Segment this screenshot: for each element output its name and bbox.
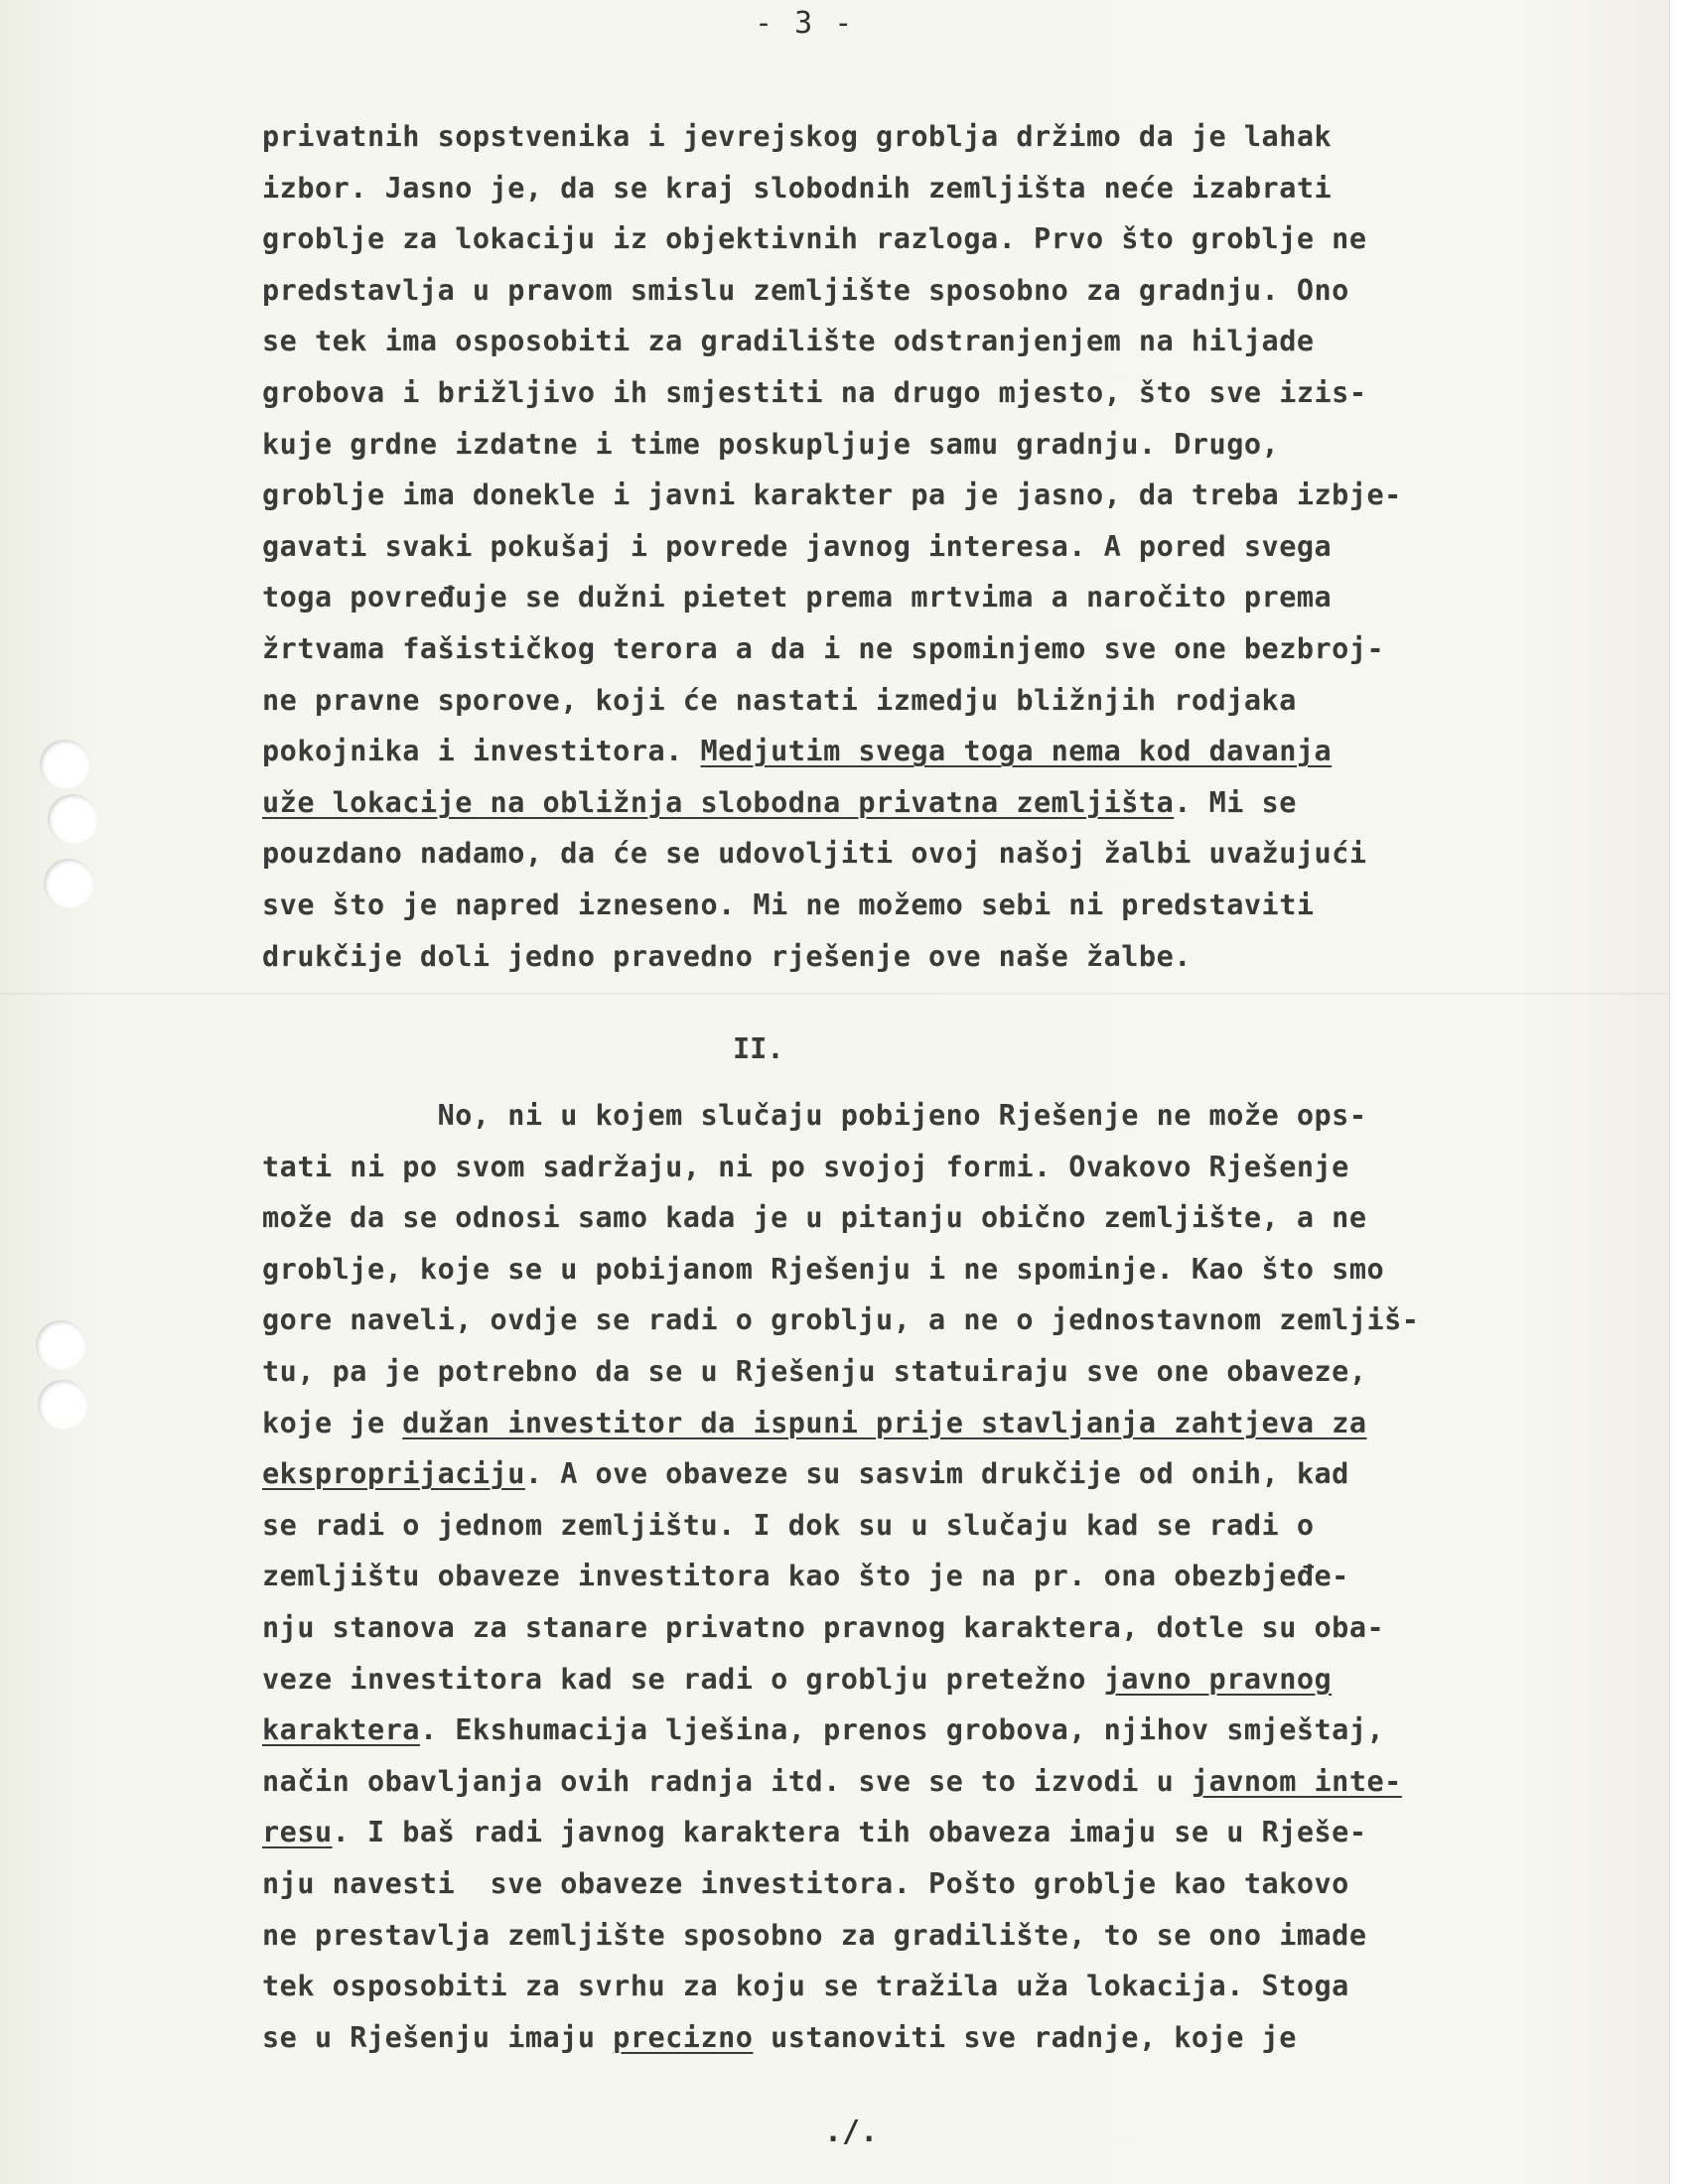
text-segment: pokojnika i investitora. — [262, 735, 701, 768]
text-line — [262, 1705, 1632, 1756]
punch-hole — [40, 740, 89, 789]
text-segment: izbor. Jasno je, da se kraj slobodnih zemljišta neće izabrati — [262, 171, 1333, 205]
continuation-mark: ./. — [824, 2115, 879, 2149]
text-line — [262, 1142, 1632, 1193]
text-segment: žrtvama fašističkog terora a da i ne spominjemo sve one bezbroj- — [262, 631, 1385, 665]
text-segment: može da se odnosi samo kada je u pitanju obično zemljište, a ne — [262, 1201, 1367, 1235]
text-line — [262, 1807, 1632, 1858]
text-segment: groblje, koje se u pobijanom Rješenju i ne spominje. Kao što smo — [262, 1252, 1385, 1286]
text-line — [262, 1654, 1632, 1706]
text-line — [262, 1910, 1632, 1962]
text-line — [262, 777, 1613, 829]
paragraph-2 — [262, 1090, 1632, 2063]
text-segment: nju stanova za stanare privatno pravnog karaktera, dotle su oba- — [262, 1610, 1385, 1644]
text-segment: . Ekshumacija lješina, prenos grobova, njihov smještaj, — [419, 1713, 1385, 1747]
underlined-text: uže lokacije na obližnja slobodna privatna zemljišta — [262, 785, 1175, 819]
text-segment: tu, pa je potrebno da se u Rješenju statuiraju sve one obaveze, — [262, 1354, 1367, 1388]
page-number: - 3 - — [755, 6, 855, 41]
text-line — [262, 1398, 1632, 1449]
text-segment: pouzdano nadamo, da će se udovoljiti ovoj našoj žalbi uvažujući — [262, 837, 1367, 871]
text-segment: . A ove obaveze su sasvim drukčije od onih, kad — [524, 1457, 1349, 1491]
underlined-text: Medjutim svega toga nema kod davanja — [700, 735, 1333, 768]
text-segment: ustanoviti sve radnje, koje je — [753, 2020, 1297, 2054]
text-line — [262, 1961, 1632, 2012]
text-segment: predstavlja u pravom smislu zemljište sposobno za gradnju. Ono — [262, 273, 1349, 307]
text-segment: sve što je napred izneseno. Mi ne možemo sebi ni predstaviti — [262, 887, 1315, 921]
text-line — [262, 419, 1613, 471]
paper-fold — [0, 993, 1668, 995]
text-segment: . Mi se — [1174, 785, 1297, 819]
text-segment: drukčije doli jedno pravedno rješenje ove naše žalbe. — [262, 939, 1192, 973]
punch-hole — [48, 794, 97, 844]
text-line — [262, 2012, 1632, 2064]
text-segment: No, ni u kojem slučaju pobijeno Rješenje ne može ops- — [262, 1099, 1367, 1132]
text-line — [262, 367, 1613, 419]
text-segment: grobova i brižljivo ih smjestiti na drugo mjesto, što sve izis- — [262, 375, 1367, 409]
text-segment: tek osposobiti za svrhu za koju se tražila uža lokacija. Stoga — [262, 1970, 1349, 2003]
text-line — [262, 931, 1613, 983]
underlined-text: eksproprijaciju — [262, 1457, 525, 1491]
text-line — [262, 265, 1613, 317]
text-segment: kuje grdne izdatne i time poskupljuje samu gradnju. Drugo, — [262, 427, 1280, 461]
underlined-text: javno pravnog — [1103, 1662, 1333, 1696]
text-line — [262, 1602, 1632, 1654]
text-segment: se radi o jednom zemljištu. I dok su u slučaju kad se radi o — [262, 1508, 1315, 1542]
text-line — [262, 470, 1613, 521]
text-line — [262, 572, 1613, 623]
underlined-text: javnom inte- — [1191, 1764, 1402, 1798]
text-line — [262, 1346, 1632, 1398]
underlined-text: karaktera — [262, 1713, 420, 1747]
text-line — [262, 623, 1613, 675]
text-segment: groblje ima donekle i javni karakter pa je jasno, da treba izbje- — [262, 478, 1402, 512]
text-line — [262, 1090, 1632, 1142]
text-line — [262, 163, 1613, 214]
text-line — [262, 1551, 1632, 1602]
text-segment: zemljištu obaveze investitora kao što je na pr. ona obezbjeđe- — [262, 1560, 1349, 1593]
text-segment: gavati svaki pokušaj i povrede javnog interesa. A pored svega — [262, 529, 1333, 563]
text-line — [262, 828, 1613, 880]
punch-hole — [44, 859, 93, 908]
section-heading: II. — [733, 1032, 784, 1065]
text-segment: groblje za lokaciju iz objektivnih razloga. Prvo što groblje ne — [262, 222, 1367, 256]
punch-hole — [36, 1320, 85, 1370]
text-line — [262, 1858, 1632, 1910]
text-line — [262, 675, 1613, 727]
text-segment: se tek ima osposobiti za gradilište odstranjenjem na hiljade — [262, 325, 1315, 358]
text-line — [262, 1448, 1632, 1500]
text-line — [262, 1244, 1632, 1296]
text-line — [262, 213, 1613, 265]
text-segment: se u Rješenju imaju — [262, 2020, 614, 2054]
text-line — [262, 1500, 1632, 1552]
underlined-text: precizno — [613, 2020, 754, 2054]
text-segment: način obavljanja ovih radnja itd. sve se to izvodi u — [262, 1764, 1192, 1798]
text-line — [262, 726, 1613, 777]
text-segment: toga povređuje se dužni pietet prema mrtvima a naročito prema — [262, 581, 1333, 614]
underlined-text: dužan investitor da ispuni prije stavljanja zahtjeva za — [402, 1406, 1367, 1439]
text-line — [262, 111, 1613, 163]
text-line — [262, 1192, 1632, 1244]
text-segment: koje je — [262, 1406, 403, 1439]
text-segment: privatnih sopstvenika i jevrejskog groblja držimo da je lahak — [262, 120, 1333, 153]
text-segment: gore naveli, ovdje se radi o groblju, a ne o jednostavnom zemljiš- — [262, 1303, 1420, 1337]
text-segment: ne pravne sporove, koji će nastati izmedju bližnjih rodjaka — [262, 683, 1297, 717]
text-line — [262, 1756, 1632, 1808]
text-line — [262, 1295, 1632, 1346]
text-segment: . I baš radi javnog karaktera tih obaveza imaju se u Rješe- — [332, 1816, 1367, 1849]
text-segment: nju navesti sve obaveze investitora. Pošto groblje kao takovo — [262, 1866, 1349, 1900]
text-line — [262, 880, 1613, 931]
page-edge — [1669, 0, 1688, 2184]
text-segment: ne prestavlja zemljište sposobno za gradilište, to se ono imade — [262, 1918, 1367, 1952]
punch-hole — [38, 1380, 87, 1430]
text-line — [262, 316, 1613, 367]
text-line — [262, 521, 1613, 573]
underlined-text: resu — [262, 1816, 333, 1849]
paragraph-1 — [262, 111, 1613, 982]
text-segment: tati ni po svom sadržaju, ni po svojoj formi. Ovakovo Rješenje — [262, 1150, 1349, 1183]
text-segment: veze investitora kad se radi o groblju pretežno — [262, 1662, 1104, 1696]
